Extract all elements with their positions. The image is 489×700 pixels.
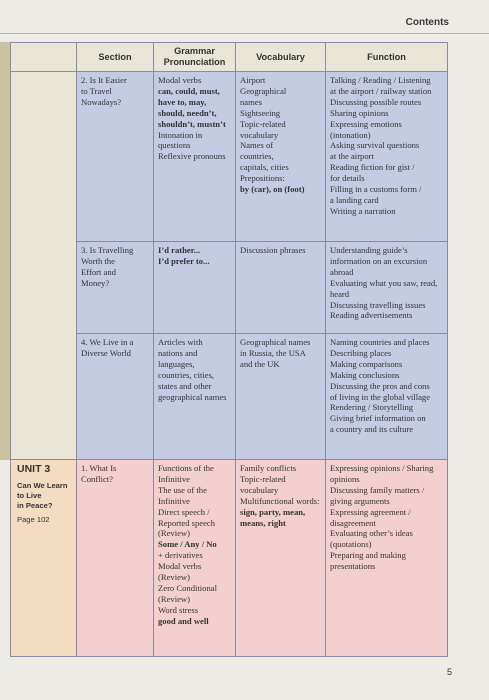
row-2-vocabulary — [236, 242, 326, 334]
section-line: Nowadays? — [81, 96, 122, 107]
function-line: Discussing family matters / — [330, 484, 425, 495]
grammar-line: should, needn’t, — [158, 107, 217, 118]
header-function-label: Function — [367, 51, 406, 62]
section-line: Effort and — [81, 266, 116, 277]
function-line: Evaluating other’s ideas — [330, 528, 413, 539]
unit-title-line-3: in Peace? — [17, 500, 53, 510]
vocabulary-line: vocabulary — [240, 484, 279, 495]
row-3-function-text — [326, 334, 447, 435]
grammar-line: Infinitive — [158, 473, 190, 484]
header-vocabulary-label: Vocabulary — [256, 51, 305, 62]
function-line: information on an excursion — [330, 255, 428, 266]
row-3-grammar — [154, 334, 236, 460]
row-2-grammar-text — [154, 242, 235, 267]
section-line: to Travel — [81, 85, 112, 96]
function-line: (quotations) — [330, 539, 372, 550]
row-3-section — [77, 334, 154, 460]
section-line: Worth the — [81, 255, 115, 266]
function-line: of living in the global village — [330, 391, 431, 402]
grammar-line: have to, may, — [158, 96, 207, 107]
row-3-function — [326, 334, 448, 460]
function-line: presentations — [330, 561, 376, 572]
function-line: Describing places — [330, 347, 392, 358]
row-3-grammar-text — [154, 334, 235, 402]
unit-page: Page 102 — [17, 514, 50, 524]
row-1-section — [77, 72, 154, 242]
row-1-vocabulary — [236, 72, 326, 242]
row-1-function — [326, 72, 448, 242]
function-line: Preparing and making — [330, 550, 406, 561]
grammar-line: Intonation in — [158, 129, 203, 140]
row-2-function-text — [326, 242, 447, 321]
vocabulary-line: sign, party, mean, — [240, 506, 306, 517]
grammar-line: questions — [158, 140, 191, 151]
row-4-section — [77, 460, 154, 657]
vocabulary-line: and the UK — [240, 358, 280, 369]
row-4-grammar-text — [154, 460, 235, 627]
row-2-section-text — [77, 242, 153, 289]
grammar-line: Some / Any / No — [158, 539, 217, 550]
row-4-vocabulary — [236, 460, 326, 657]
section-line: Diverse World — [81, 347, 131, 358]
unit-blank-cell — [10, 72, 77, 460]
left-strip — [0, 42, 10, 460]
function-line: Discussing the pros and cons — [330, 380, 430, 391]
vocabulary-line: Discussion phrases — [240, 245, 306, 255]
row-2-vocabulary-text — [236, 242, 325, 256]
vocabulary-line: Geographical names — [240, 337, 311, 347]
function-line: opinions — [330, 473, 360, 484]
vocabulary-line: means, right — [240, 517, 286, 528]
grammar-line: Word stress — [158, 604, 199, 615]
row-1-vocabulary-text — [236, 72, 325, 195]
function-line: for details — [330, 173, 365, 184]
vocabulary-line: Topic-related — [240, 473, 286, 484]
function-line: Reading advertisements — [330, 310, 413, 321]
header-section — [77, 42, 154, 72]
function-line: at the airport / railway station — [330, 85, 432, 96]
function-line: Asking survival questions — [330, 140, 420, 151]
function-line: giving arguments — [330, 495, 390, 506]
grammar-line: languages, — [158, 358, 195, 369]
vocabulary-line: by (car), on (foot) — [240, 184, 305, 195]
vocabulary-line: in Russia, the USA — [240, 347, 306, 358]
grammar-line: The use of the — [158, 484, 207, 495]
vocabulary-line: Family conflicts — [240, 463, 297, 473]
header-function — [326, 42, 448, 72]
grammar-line: Modal verbs — [158, 75, 202, 85]
function-line: Writing a narration — [330, 205, 396, 216]
grammar-line: nations and — [158, 347, 198, 358]
grammar-line: Modal verbs — [158, 561, 202, 572]
row-4-function — [326, 460, 448, 657]
function-line: a landing card — [330, 194, 379, 205]
contents-table — [10, 42, 448, 657]
row-4-function-text — [326, 460, 447, 572]
section-line: 2. Is It Easier — [81, 75, 127, 85]
row-4-grammar — [154, 460, 236, 657]
vocabulary-line: Airport — [240, 75, 266, 85]
grammar-line: (Review) — [158, 593, 190, 604]
function-line: (intonation) — [330, 129, 371, 140]
function-line: Talking / Reading / Listening — [330, 75, 431, 85]
grammar-line: geographical names — [158, 391, 227, 402]
vocabulary-line: names — [240, 96, 262, 107]
row-1-section-text — [77, 72, 153, 108]
function-line: a country and its culture — [330, 424, 414, 435]
function-line: Expressing agreement / — [330, 506, 411, 517]
grammar-line: Articles with — [158, 337, 203, 347]
function-line: Naming countries and places — [330, 337, 430, 347]
row-3-section-text — [77, 334, 153, 359]
function-line: Rendering / Storytelling — [330, 402, 414, 413]
vocabulary-line: Geographical — [240, 85, 287, 96]
section-line: Money? — [81, 277, 110, 288]
row-3-vocabulary-text — [236, 334, 325, 370]
unit-label: UNIT 3 — [17, 463, 51, 475]
grammar-line: Functions of the — [158, 463, 214, 473]
grammar-line: Reported speech — [158, 517, 216, 528]
row-3-vocabulary — [236, 334, 326, 460]
row-2-section — [77, 242, 154, 334]
vocabulary-line: Prepositions: — [240, 173, 285, 184]
grammar-line: Infinitive — [158, 495, 190, 506]
header-title: Contents — [405, 17, 449, 28]
section-line: 1. What Is — [81, 463, 117, 473]
function-line: Understanding guide’s — [330, 245, 408, 255]
row-1-grammar-text — [154, 72, 235, 162]
function-line: Discussing possible routes — [330, 96, 422, 107]
header-grammar — [154, 42, 236, 72]
function-line: Giving brief information on — [330, 413, 426, 424]
row-2-grammar — [154, 242, 236, 334]
grammar-line: Direct speech / — [158, 506, 210, 517]
function-line: Filling in a customs form / — [330, 184, 422, 195]
row-1-function-text — [326, 72, 447, 217]
vocabulary-line: capitals, cities — [240, 162, 289, 173]
grammar-line: Reflexive pronouns — [158, 151, 226, 162]
vocabulary-line: Sightseeing — [240, 107, 281, 118]
section-line: Conflict? — [81, 473, 113, 484]
function-line: Making conclusions — [330, 369, 400, 380]
page-number: 5 — [446, 667, 452, 677]
grammar-line: (Review) — [158, 572, 190, 583]
vocabulary-line: Names of — [240, 140, 274, 151]
function-line: at the airport — [330, 151, 374, 162]
grammar-line: I’d prefer to... — [158, 255, 210, 266]
function-line: disagreement — [330, 517, 376, 528]
grammar-line: (Review) — [158, 528, 190, 539]
unit-title — [11, 475, 76, 511]
grammar-line: Zero Conditional — [158, 582, 217, 593]
grammar-line: states and other — [158, 380, 212, 391]
function-line: abroad — [330, 266, 354, 277]
vocabulary-line: vocabulary — [240, 129, 279, 140]
function-line: Sharing opinions — [330, 107, 389, 118]
grammar-line: + derivatives — [158, 550, 203, 561]
function-line: Reading fiction for gist / — [330, 162, 415, 173]
section-line: 3. Is Travelling — [81, 245, 134, 255]
vocabulary-line: Topic-related — [240, 118, 286, 129]
unit-title-line-1: Can We Learn — [17, 480, 68, 490]
header-bar — [0, 15, 489, 34]
grammar-line: countries, cities, — [158, 369, 215, 380]
row-4-section-text — [77, 460, 153, 485]
header-grammar-label: Grammar Pronunciation — [163, 46, 226, 67]
grammar-line: good and well — [158, 615, 209, 626]
header-vocabulary — [236, 42, 326, 72]
function-line: Discussing travelling issues — [330, 299, 426, 310]
vocabulary-line: countries, — [240, 151, 274, 162]
function-line: Evaluating what you saw, read, — [330, 277, 438, 288]
function-line: Expressing emotions — [330, 118, 402, 129]
grammar-line: shouldn’t, mustn’t — [158, 118, 226, 129]
row-1-grammar — [154, 72, 236, 242]
function-line: heard — [330, 288, 350, 299]
function-line: Expressing opinions / Sharing — [330, 463, 434, 473]
unit-3-cell — [10, 460, 77, 657]
header-section-label: Section — [98, 51, 132, 62]
header-unit-cell — [10, 42, 77, 72]
vocabulary-line: Multifunctional words: — [240, 495, 320, 506]
row-2-function — [326, 242, 448, 334]
row-4-vocabulary-text — [236, 460, 325, 528]
grammar-line: can, could, must, — [158, 85, 220, 96]
unit-title-line-2: to Live — [17, 490, 42, 500]
section-line: 4. We Live in a — [81, 337, 134, 347]
function-line: Making comparisons — [330, 358, 403, 369]
grammar-line: I’d rather... — [158, 245, 201, 255]
